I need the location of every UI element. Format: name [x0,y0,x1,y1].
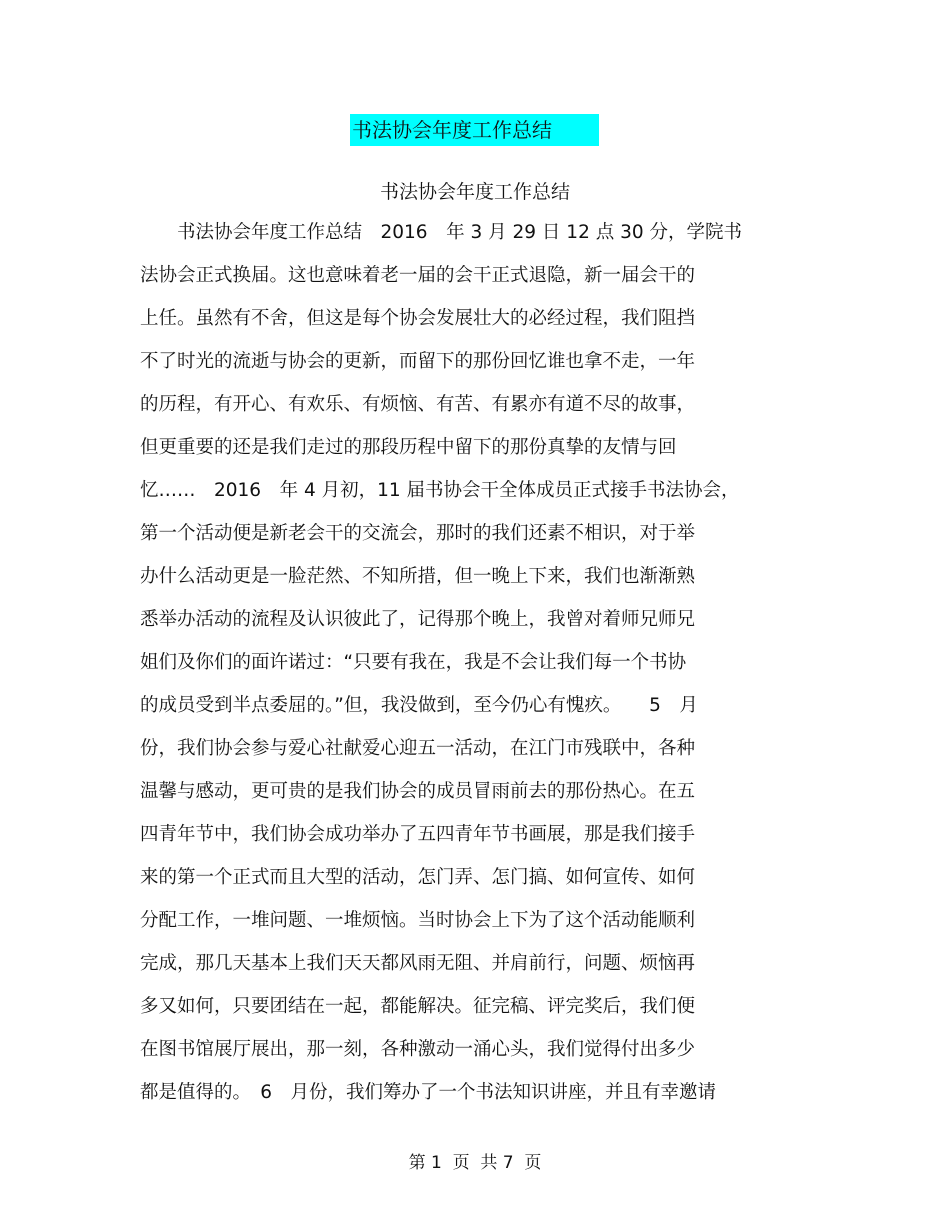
body-line: 的历程，有开心、有欢乐、有烦恼、有苦、有累亦有道不尽的故事， [140,394,696,415]
document-title-highlighted: 书法协会年度工作总结 [350,114,599,146]
body-line: 分配工作，一堆问题、一堆烦恼。当时协会上下为了这个活动能顺利 [140,910,696,931]
body-line: 多又如何，只要团结在一起，都能解决。征完稿、评完奖后，我们便 [140,996,696,1017]
body-line: 但更重要的还是我们走过的那段历程中留下的那份真挚的友情与回 [140,437,677,458]
body-line: 不了时光的流逝与协会的更新，而留下的那份回忆谁也拿不走，一年 [140,351,696,372]
body-line: 书法协会年度工作总结 2016 年 3 月 29 日 12 点 30 分，学院书 [140,222,743,243]
body-line: 在图书馆展厅展出，那一刻，各种激动一涌心头，我们觉得付出多少 [140,1039,696,1060]
body-line: 上任。虽然有不舍，但这是每个协会发展壮大的必经过程，我们阻挡 [140,308,696,329]
body-line: 完成，那几天基本上我们天天都风雨无阻、并肩前行，问题、烦恼再 [140,953,696,974]
page-footer: 第 1 页 共 7 页 [408,1153,542,1173]
body-line: 来的第一个正式而且大型的活动，怎门弄、怎门搞、如何宣传、如何 [140,867,696,888]
body-line: 第一个活动便是新老会干的交流会，那时的我们还素不相识，对于举 [140,523,696,544]
body-line: 法协会正式换届。这也意味着老一届的会干正式退隐，新一届会干的 [140,265,696,286]
body-line: 温馨与感动，更可贵的是我们协会的成员冒雨前去的那份热心。在五 [140,781,696,802]
body-line: 悉举办活动的流程及认识彼此了，记得那个晚上，我曾对着师兄师兄 [140,609,696,630]
body-line: 忆…… 2016 年 4 月初，11 届书协会干全体成员正式接手书法协会， [140,480,740,501]
body-line: 姐们及你们的面许诺过：“只要有我在，我是不会让我们每一个书协 [140,652,687,673]
body-line: 的成员受到半点委屈的。”但，我没做到，至今仍心有愧疚。 5 月 [140,695,698,716]
document-subtitle: 书法协会年度工作总结 [379,181,570,203]
body-line: 份，我们协会参与爱心社献爱心迎五一活动，在江门市残联中，各种 [140,738,696,759]
body-line: 都是值得的。 6 月份，我们筹办了一个书法知识讲座，并且有幸邀请 [140,1082,717,1103]
body-line: 四青年节中，我们协会成功举办了五四青年节书画展，那是我们接手 [140,824,696,845]
body-line: 办什么活动更是一脸茫然、不知所措，但一晚上下来，我们也渐渐熟 [140,566,696,587]
